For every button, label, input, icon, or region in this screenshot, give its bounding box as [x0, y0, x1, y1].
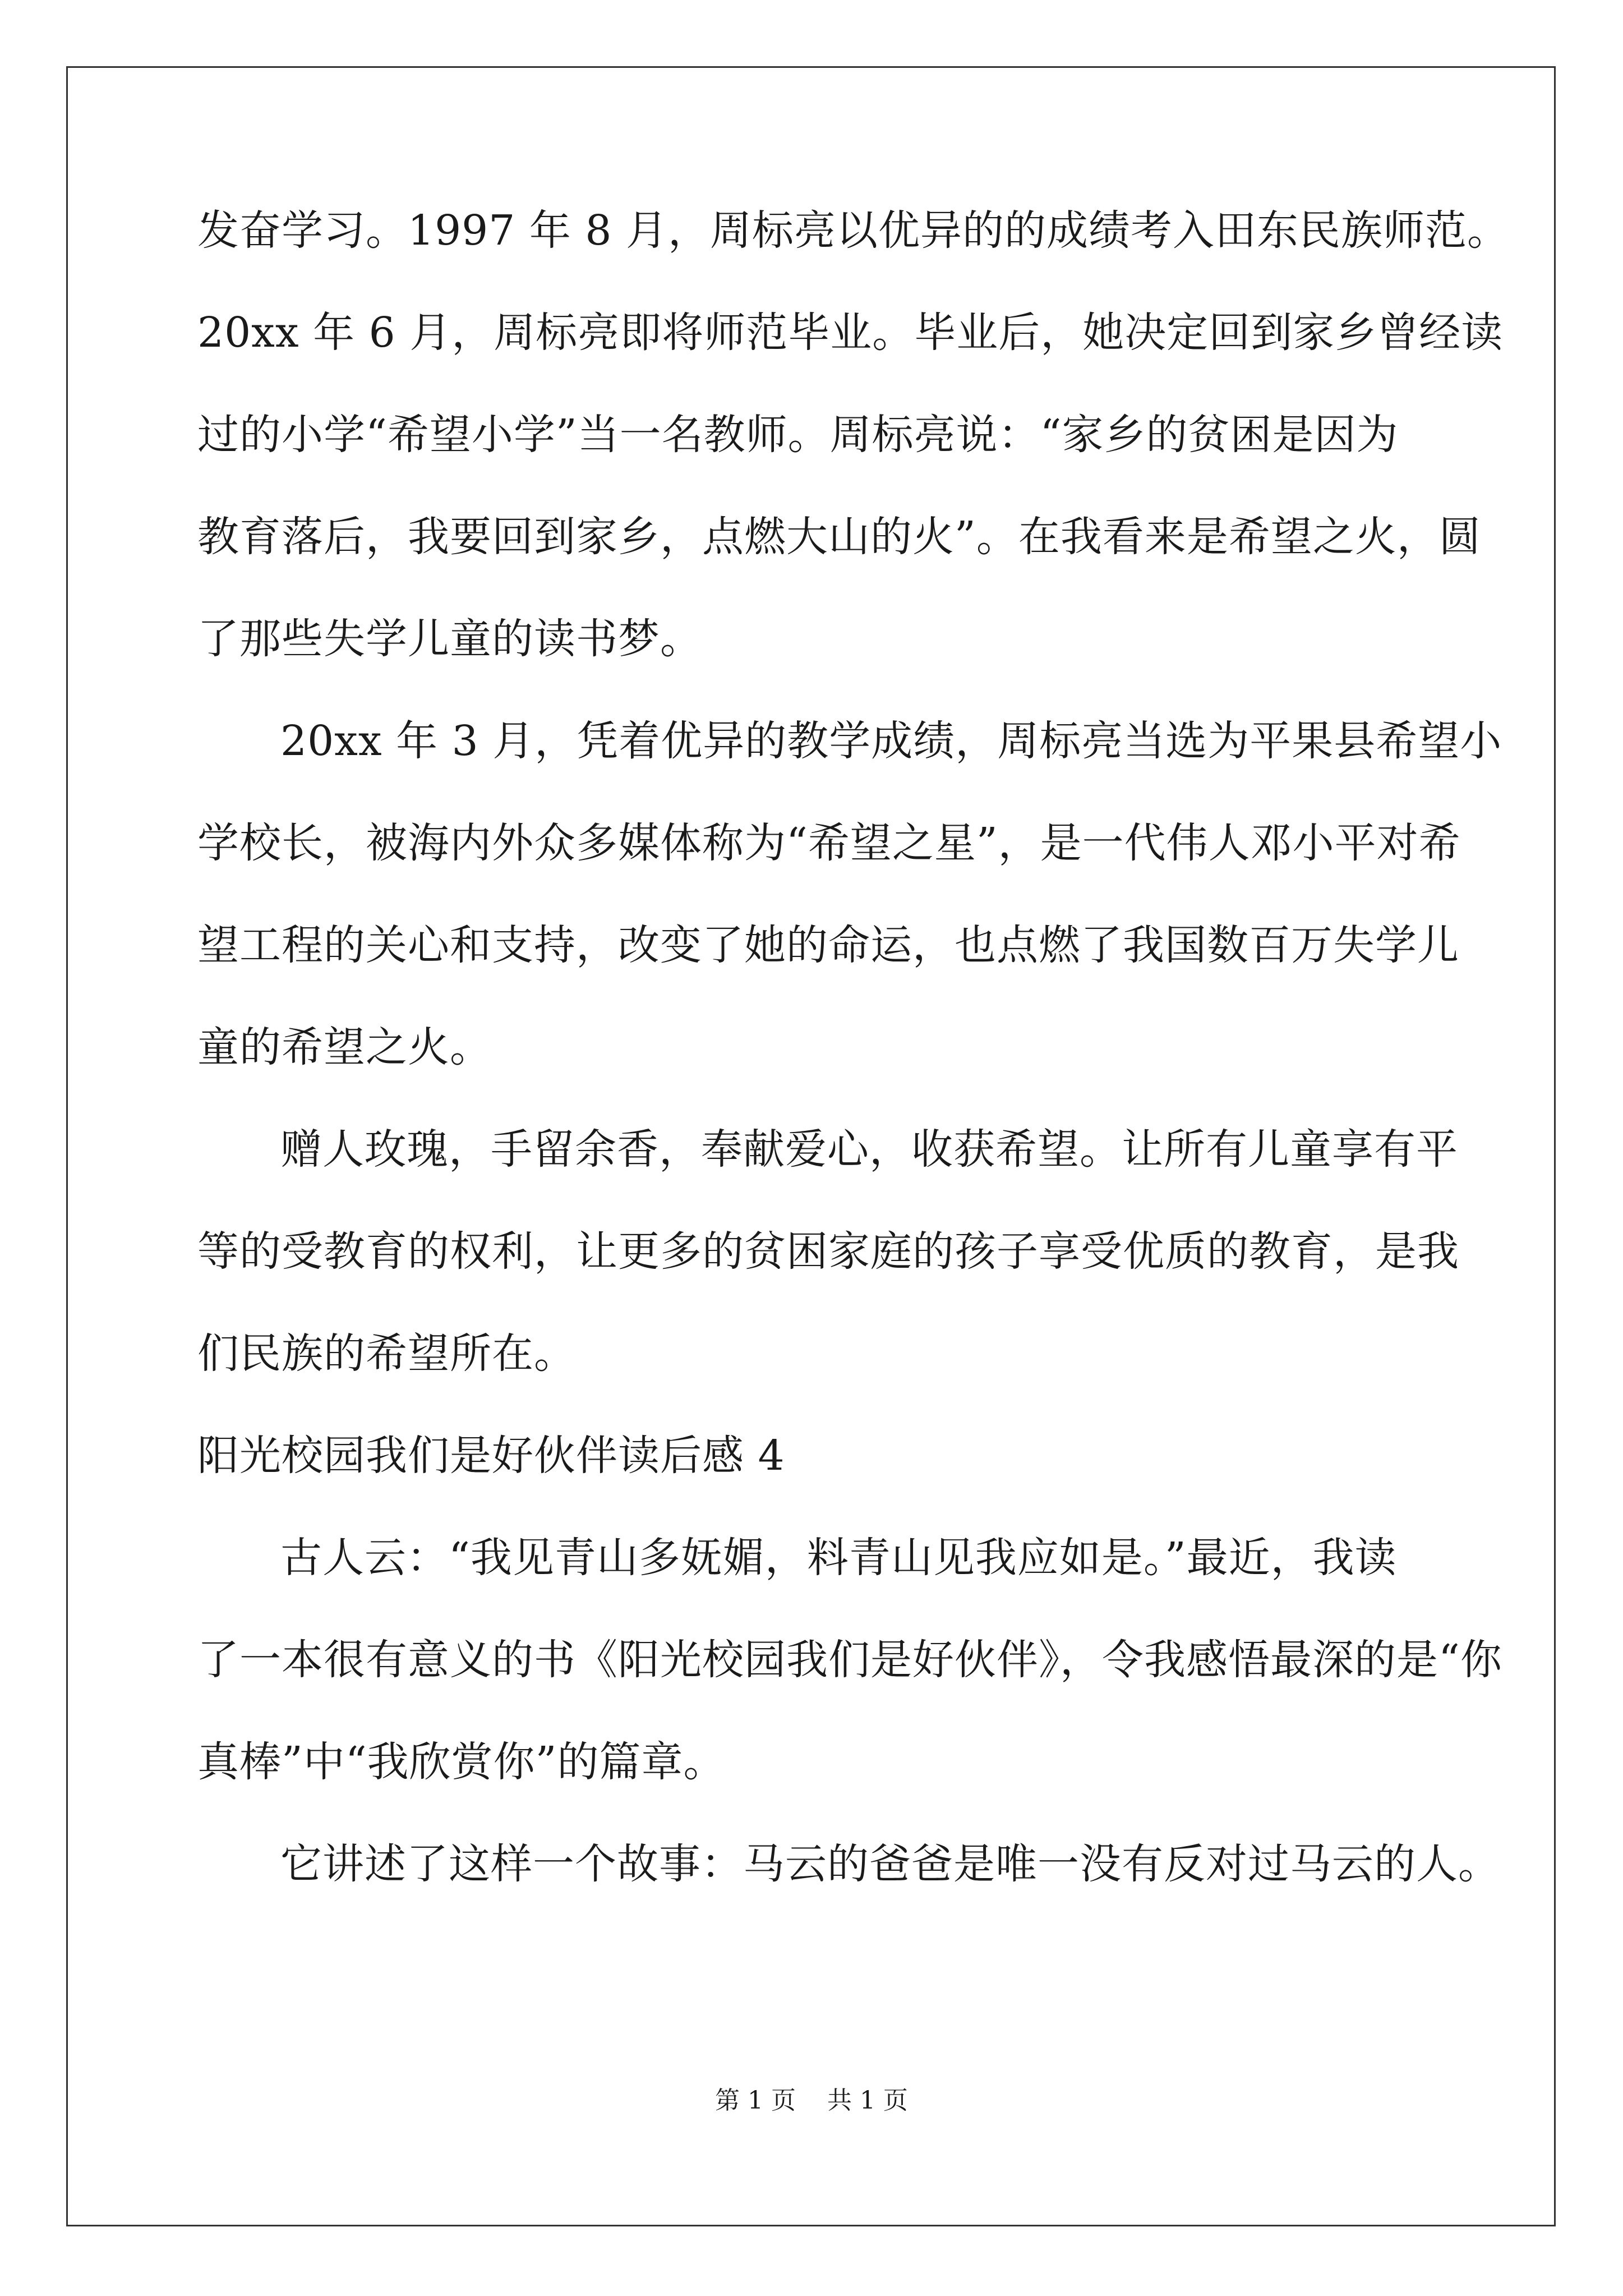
text-line: 了那些失学儿童的读书梦。: [197, 615, 702, 663]
text-line: 真棒”中“我欣赏你”的篇章。: [197, 1738, 726, 1786]
text-line: 学校长，被海内外众多媒体称为“希望之星”，是一代伟人邓小平对希: [197, 819, 1461, 867]
text-line: 教育落后，我要回到家乡，点燃大山的火”。在我看来是希望之火，圆: [197, 513, 1481, 561]
text-line: 20xx 年 6 月，周标亮即将师范毕业。毕业后，她决定回到家乡曾经读: [197, 309, 1504, 357]
paragraph-start-line: 20xx 年 3 月，凭着优异的教学成绩，周标亮当选为平果县希望小: [280, 717, 1502, 765]
text-line: 发奋学习。1997 年 8 月，周标亮以优异的的成绩考入田东民族师范。: [197, 206, 1509, 255]
text-line: 过的小学“希望小学”当一名教师。周标亮说：“家乡的贫困是因为: [197, 411, 1399, 459]
text-line: 了一本很有意义的书《阳光校园我们是好伙伴》，令我感悟最深的是“你: [197, 1636, 1502, 1684]
text-line: 望工程的关心和支持，改变了她的命运，也点燃了我国数百万失学儿: [197, 921, 1459, 969]
paragraph-start-line: 赠人玫瑰，手留余香，奉献爱心，收获希望。让所有儿童享有平: [280, 1125, 1458, 1174]
document-body: [197, 180, 1509, 1915]
text-line: 童的希望之火。: [197, 1023, 492, 1071]
section-heading: 阳光校园我们是好伙伴读后感 4: [197, 1432, 785, 1480]
paragraph-start-line: 它讲述了这样一个故事：马云的爸爸是唯一没有反对过马云的人。: [280, 1840, 1500, 1888]
paragraph-start-line: 古人云：“我见青山多妩媚，料青山见我应如是。”最近，我读: [280, 1534, 1397, 1582]
text-line: 等的受教育的权利，让更多的贫困家庭的孩子享受优质的教育，是我: [197, 1227, 1459, 1276]
text-line: 们民族的希望所在。: [197, 1329, 576, 1378]
page-number-footer: 第 1 页 共 1 页: [715, 2086, 908, 2115]
